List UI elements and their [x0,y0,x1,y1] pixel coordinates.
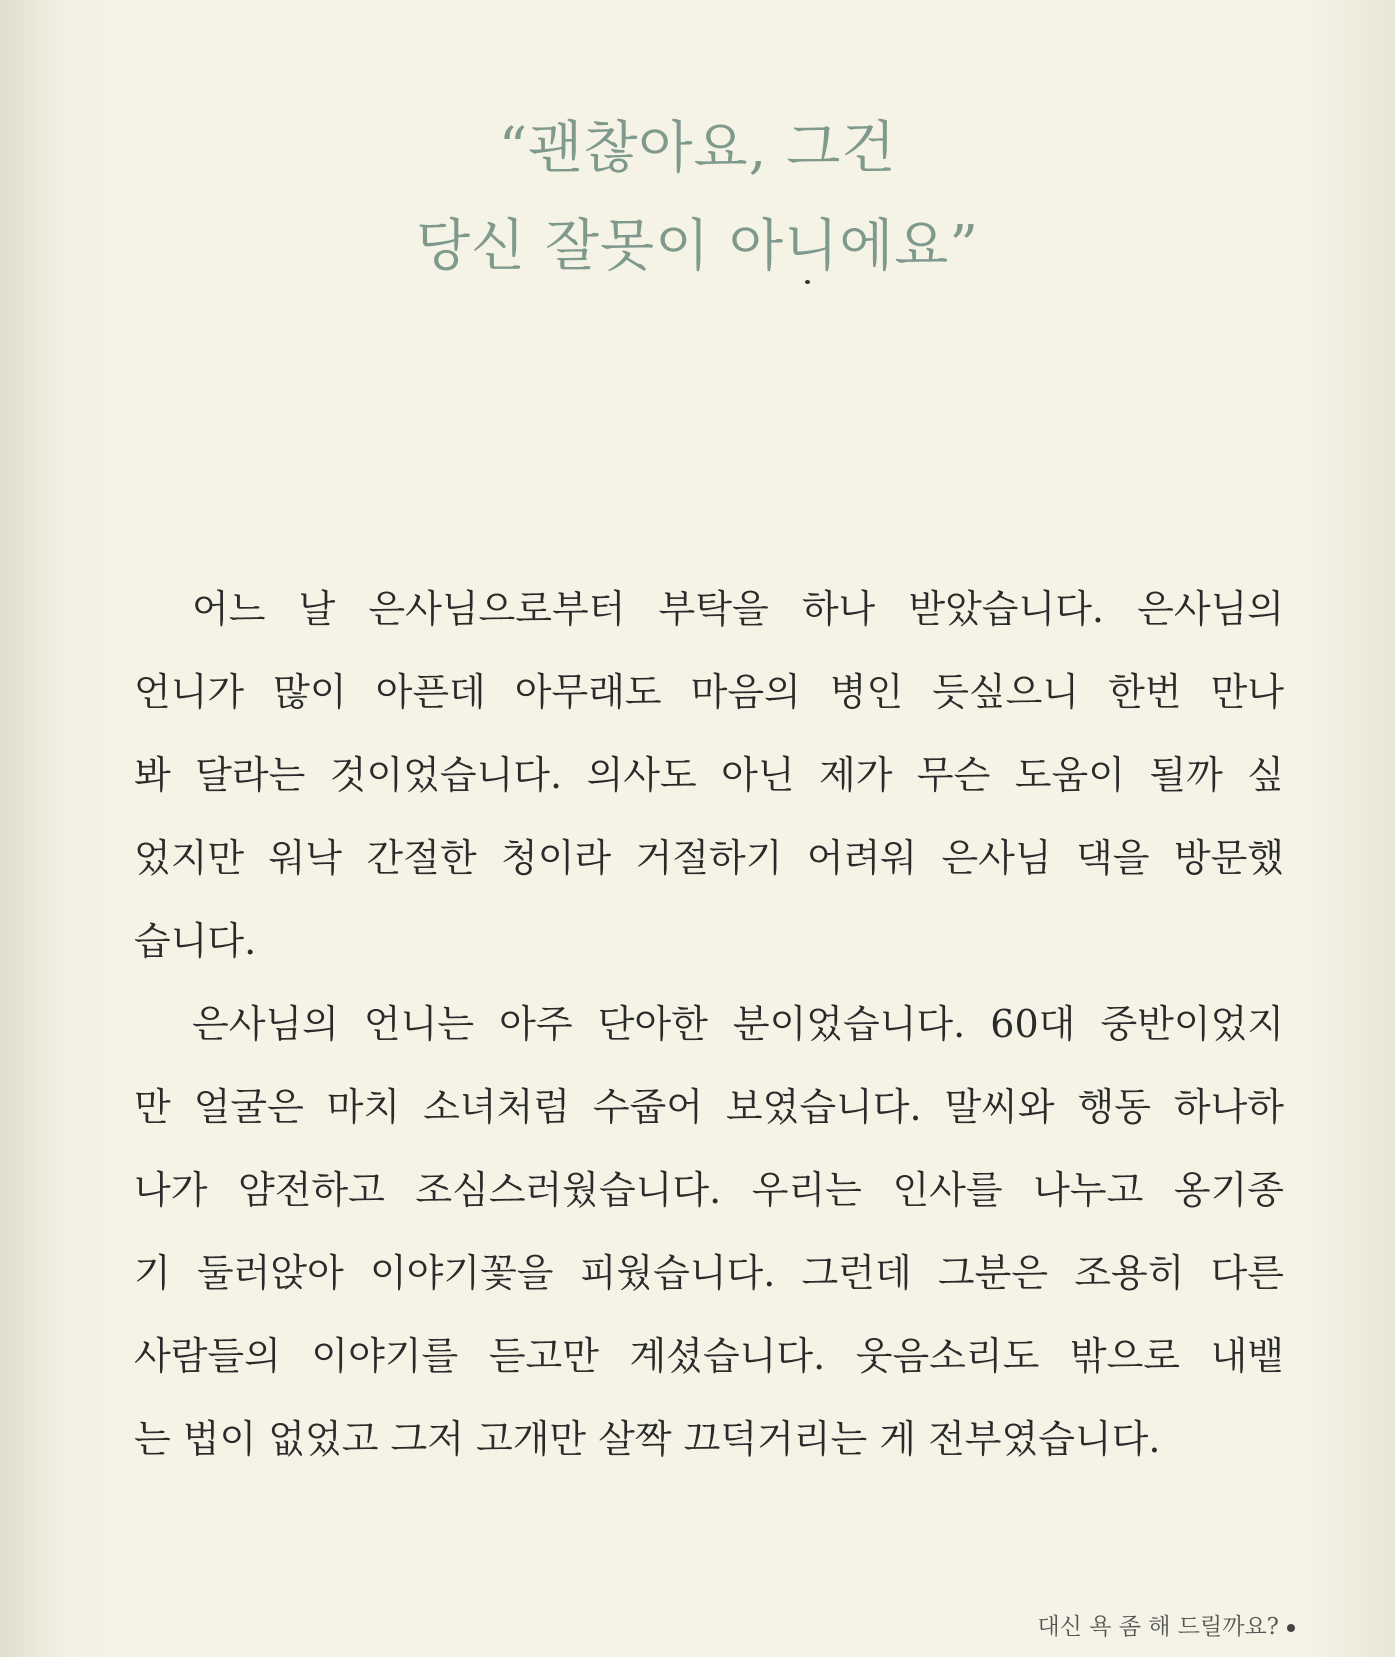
text-line: 습니다. [134,919,257,963]
chapter-title-line-2: 당신 잘못이 아니에요” [415,214,980,279]
text-line: 나가 얌전하고 조심스러웠습니다. 우리는 인사를 나누고 옹기종 [134,1168,1284,1212]
text-line: 봐 달라는 것이었습니다. 의사도 아닌 제가 무슨 도움이 될까 싶 [134,753,1284,797]
chapter-title [0,100,1395,296]
text-line: 기 둘러앉아 이야기꽃을 피웠습니다. 그런데 그분은 조용히 다른 [134,1251,1284,1295]
paragraph-2 [134,983,1284,1481]
paragraph-1 [134,568,1284,983]
body-text [134,568,1284,1481]
bullet-icon [1287,1624,1295,1632]
text-line: 만 얼굴은 마치 소녀처럼 수줍어 보였습니다. 말씨와 행동 하나하 [134,1085,1284,1129]
text-line: 어느 날 은사님으로부터 부탁을 하나 받았습니다. 은사님의 [192,587,1284,631]
running-footer [1037,1612,1295,1642]
chapter-title-line-1: “괜찮아요, 그건 [498,116,897,181]
text-line: 는 법이 없었고 그저 고개만 살짝 끄덕거리는 게 전부였습니다. [134,1417,1161,1461]
text-line: 사람들의 이야기를 듣고만 계셨습니다. 웃음소리도 밖으로 내뱉 [134,1334,1284,1378]
ink-speck [805,280,810,284]
text-line: 었지만 워낙 간절한 청이라 거절하기 어려워 은사님 댁을 방문했 [134,836,1284,880]
running-title: 대신 욕 좀 해 드릴까요? [1037,1614,1279,1640]
text-line: 은사님의 언니는 아주 단아한 분이었습니다. 60대 중반이었지 [192,1002,1284,1046]
text-line: 언니가 많이 아픈데 아무래도 마음의 병인 듯싶으니 한번 만나 [134,670,1284,714]
